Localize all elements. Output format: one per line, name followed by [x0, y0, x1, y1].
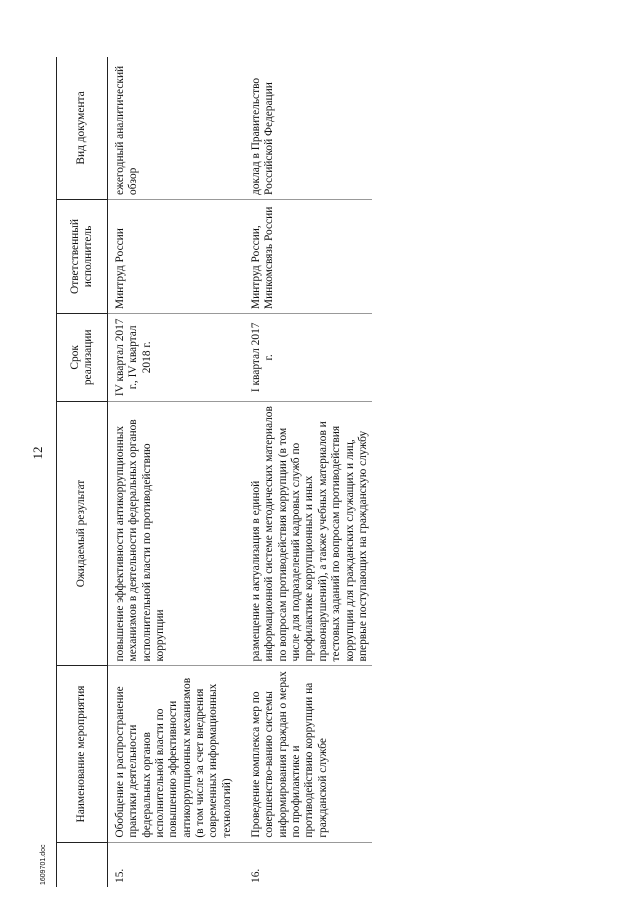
- header-term: Срок реализации: [57, 314, 108, 402]
- row-responsible: Минтруд России, Минкомсвязь России: [236, 199, 372, 313]
- plan-table: [56, 57, 372, 887]
- header-name: Наименование мероприятия: [57, 666, 108, 842]
- table-row: [236, 57, 372, 887]
- row-number: 15.: [114, 868, 126, 883]
- header-doc: Вид документа: [57, 57, 108, 199]
- header-responsible: Ответственный исполнитель: [57, 199, 108, 313]
- table-header-row: [57, 57, 108, 887]
- row-name: Проведение комплекса мер по совершенство-ванию системы информирования граждан о мерах по профилактике и противодействию коррупции на гражданской службе: [236, 666, 372, 842]
- row-result: размещение и актуализация в единой информационной системе методических материалов по вопросам противодействия коррупции (в том числе для подразделений кадровых служб по профилактике коррупционных и иных правонарушений), а также учебных материалов и тестовых заданий по вопросам противодействия коррупции для гражданских служащих и лиц, впервые поступающих на гражданскую службу: [236, 401, 372, 666]
- row-term: IV квартал 2017 г., IV квартал 2018 г.: [108, 314, 237, 402]
- row-responsible: Минтруд России: [108, 199, 237, 313]
- table-row: [108, 57, 237, 887]
- row-number: 16.: [250, 868, 263, 883]
- plan-table-rotated: [56, 57, 624, 887]
- row-term: I квартал 2017 г.: [236, 314, 372, 402]
- document-footer: 1609701.doc: [40, 844, 47, 885]
- header-result: Ожидаемый результат: [57, 401, 108, 666]
- row-result: повышение эффективности антикоррупционных механизмов в деятельности федеральных органов исполнительной власти по противодействию коррупции: [108, 401, 237, 666]
- row-doc: доклад в Правительство Российской Федерации: [236, 57, 372, 199]
- row-doc: ежегодный аналитический обзор: [108, 57, 237, 199]
- header-num: [57, 842, 108, 887]
- page-number: 12: [30, 446, 45, 460]
- row-name: Обобщение и распространение практики деятельности федеральных органов исполнительной власти по повышению эффективности антикоррупционных механизмов (в том числе за счет внедрения современных информационных технологий): [108, 666, 237, 842]
